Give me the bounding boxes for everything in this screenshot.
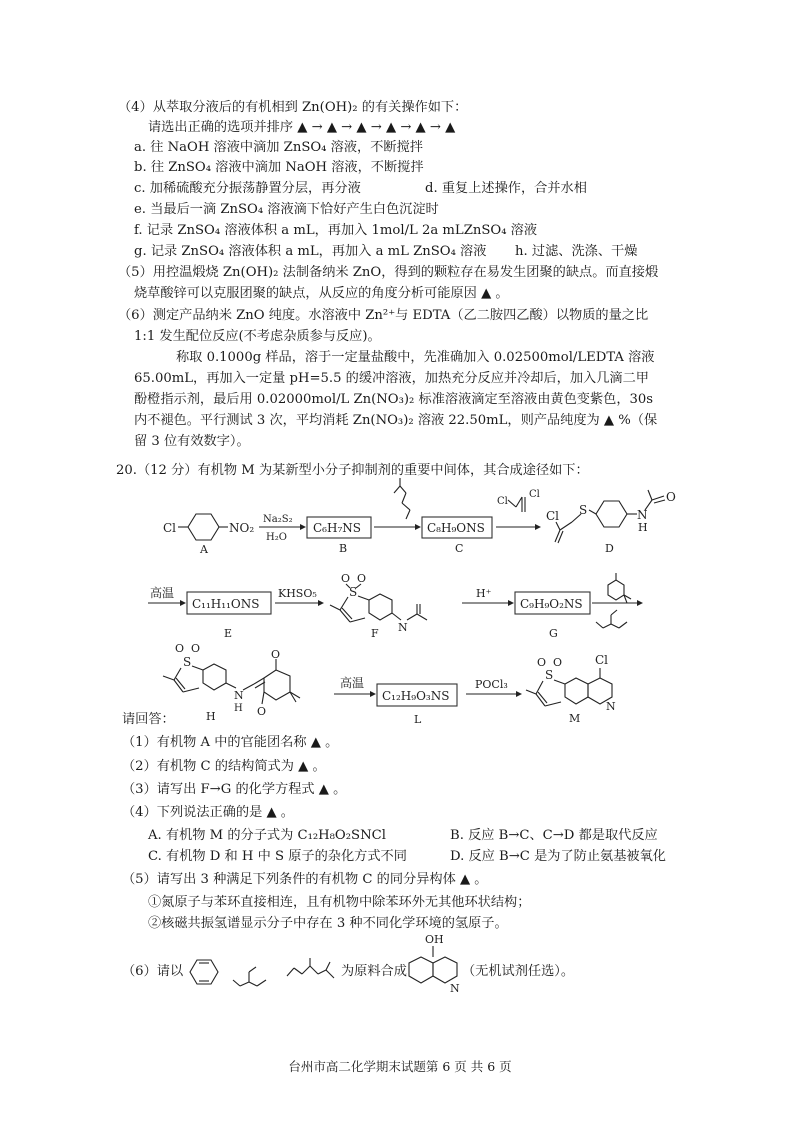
atom-s-f: S	[349, 585, 358, 599]
formula-box-b: C₆H₇NS	[313, 521, 361, 535]
q20-header: 20.（12 分）有机物 M 为某新型小分子抑制剂的重要中间体，其合成途径如下：	[116, 463, 589, 478]
atom-cl-m: Cl	[595, 653, 609, 667]
atom-o-m-1: O	[537, 656, 547, 669]
condition-gaowen-1: 高温	[150, 586, 175, 600]
formula-box-e: C₁₁H₁₁ONS	[192, 597, 260, 611]
formula-box-c: C₈H₉ONS	[427, 521, 485, 535]
label-b: B	[339, 542, 348, 555]
q20-part4-option-c: C. 有机物 D 和 H 中 S 原子的杂化方式不同	[148, 849, 407, 864]
hydroxyquinoline-structure	[409, 933, 460, 995]
atom-n-f: N	[398, 621, 408, 634]
q19-option-h: h. 过滤、洗涤、干燥	[515, 244, 638, 259]
atom-cl-reagent-2: Cl	[529, 489, 540, 500]
atom-n-m: N	[606, 700, 616, 713]
q20-part5-condition-2: ②核磁共振氢谱显示分子中存在 3 种不同化学环境的氢原子。	[148, 916, 508, 931]
atom-o-h-2: O	[191, 642, 201, 655]
label-a: A	[200, 543, 208, 556]
q20-part4-option-b: B. 反应 B→C、C→D 都是取代反应	[450, 828, 658, 843]
atom-s-h: S	[183, 655, 192, 669]
q20-part4-option-d: D. 反应 B→C 是为了防止氨基被氧化	[450, 849, 666, 864]
atom-n-d: N	[637, 508, 648, 522]
q19-option-a: a. 往 NaOH 溶液中滴加 ZnSO₄ 溶液，不断搅拌	[134, 140, 423, 155]
q19-part4-intro: （4）从萃取分液后的有机相到 Zn(OH)₂ 的有关操作如下：	[118, 100, 468, 115]
orthoformate-structure	[233, 967, 266, 986]
atom-o-f-1: O	[341, 572, 351, 585]
reagent-h-plus: H⁺	[476, 587, 492, 600]
q19-part5-line1: （5）用控温煅烧 Zn(OH)₂ 法制备纳米 ZnO，得到的颗粒存在易发生团聚的缺点。而直接煅	[118, 265, 659, 280]
ester-structure	[287, 958, 334, 978]
atom-o-d: O	[666, 490, 676, 504]
atom-oh-target: OH	[425, 933, 444, 946]
q19-part4-prompt: 请选出正确的选项并排序 ▲ → ▲ → ▲ → ▲ → ▲ → ▲	[148, 120, 456, 135]
q20-part6-suffix: （无机试剂任选）。	[462, 964, 575, 979]
formula-box-g: C₉H₉O₂NS	[520, 597, 583, 611]
atom-n-h: N	[234, 689, 244, 702]
atom-o-h-3: O	[271, 648, 281, 661]
atom-h-d: H	[638, 521, 648, 534]
q20-part1: （1）有机物 A 中的官能团名称 ▲ 。	[122, 735, 339, 750]
reagent-pocl3: POCl₃	[475, 678, 508, 691]
q19-part6-line2: 1:1 发生配位反应(不考虑杂质参与反应)。	[134, 329, 381, 344]
page-footer: 台州市高二化学期末试题第 6 页 共 6 页	[288, 1059, 512, 1074]
benzene-structure	[190, 960, 218, 984]
label-m: M	[569, 712, 581, 725]
atom-cl-reagent-1: Cl	[497, 496, 508, 507]
q19-option-e: e. 当最后一滴 ZnSO₄ 溶液滴下恰好产生白色沉淀时	[134, 202, 439, 217]
atom-o-m-2: O	[553, 656, 563, 669]
label-d: D	[605, 542, 614, 555]
label-e: E	[224, 627, 233, 640]
q20-part4: （4）下列说法正确的是 ▲ 。	[122, 805, 294, 820]
label-l: L	[414, 713, 422, 726]
q19-option-c: c. 加稀硫酸充分振荡静置分层，再分液	[134, 181, 361, 196]
q20-part6-mid: 为原料合成	[341, 964, 407, 979]
atom-cl-d: Cl	[546, 509, 560, 523]
q20-part5-condition-1: ①氮原子与苯环直接相连，且有机物中除苯环外无其他环状结构；	[148, 895, 531, 910]
q19-part6-line3: 称取 0.1000g 样品，溶于一定量盐酸中，先准确加入 0.02500mol/LEDTA 溶液	[176, 350, 655, 365]
q19-part5-line2: 烧草酸锌可以克服团聚的缺点，从反应的角度分析可能原因 ▲ 。	[134, 286, 509, 301]
label-f: F	[371, 627, 379, 640]
atom-s-d: S	[579, 503, 588, 517]
reagent-h2o: H₂O	[266, 532, 287, 543]
q20-part5: （5）请写出 3 种满足下列条件的有机物 C 的同分异构体 ▲ 。	[122, 872, 488, 887]
atom-o-h-1: O	[175, 642, 185, 655]
condition-gaowen-2: 高温	[340, 676, 365, 690]
q19-part6-line7: 留 3 位有效数字）。	[134, 434, 250, 449]
q20-part4-option-a: A. 有机物 M 的分子式为 C₁₂H₈O₂SNCl	[148, 828, 386, 843]
q20-prompt: 请回答：	[122, 712, 175, 727]
reagent-khso5: KHSO₅	[278, 587, 317, 600]
atom-cl-a: Cl	[163, 521, 177, 535]
q19-part6-line1: （6）测定产品纳米 ZnO 纯度。水溶液中 Zn²⁺与 EDTA（乙二胺四乙酸）以物质的量之比	[118, 308, 649, 323]
q19-part6-line6: 内不褪色。平行测试 3 次，平均消耗 Zn(NO₃)₂ 溶液 22.50mL，则产品纯度为 ▲ %（保	[134, 413, 658, 428]
q20-part2: （2）有机物 C 的结构简式为 ▲ 。	[122, 759, 326, 774]
label-g: G	[549, 627, 558, 640]
atom-s-m: S	[545, 668, 554, 682]
q19-option-g: g. 记录 ZnSO₄ 溶液体积 a mL，再加入 a mL ZnSO₄ 溶液	[134, 244, 487, 259]
label-h: H	[206, 710, 216, 723]
atom-n-target: N	[450, 982, 460, 995]
q19-part6-line4: 65.00mL，再加入一定量 pH=5.5 的缓冲溶液，加热充分反应并冷却后，加入几滴二甲	[134, 371, 649, 386]
atom-no2-a: NO₂	[229, 521, 255, 535]
q19-option-d: d. 重复上述操作，合并水相	[425, 181, 587, 196]
q19-option-f: f. 记录 ZnSO₄ 溶液体积 a mL，再加入 1mol/L 2a mLZnSO₄ 溶液	[134, 223, 538, 238]
formula-box-l: C₁₂H₉O₃NS	[382, 689, 450, 703]
label-c: C	[455, 542, 464, 555]
q19-part6-line5: 酚橙指示剂，最后用 0.02000mol/L Zn(NO₃)₂ 标准溶液滴定至溶液由黄色变紫色，30s	[134, 392, 654, 407]
atom-o-h-4: O	[257, 705, 267, 718]
atom-o-f-2: O	[357, 572, 367, 585]
q20-part3: （3）请写出 F→G 的化学方程式 ▲ 。	[122, 782, 347, 797]
atom-h-h: H	[234, 703, 243, 714]
q20-part6-prefix: （6）请以	[122, 964, 184, 979]
q19-option-b: b. 往 ZnSO₄ 溶液中滴加 NaOH 溶液，不断搅拌	[134, 160, 424, 175]
reagent-na2s2: Na₂S₂	[263, 514, 293, 525]
